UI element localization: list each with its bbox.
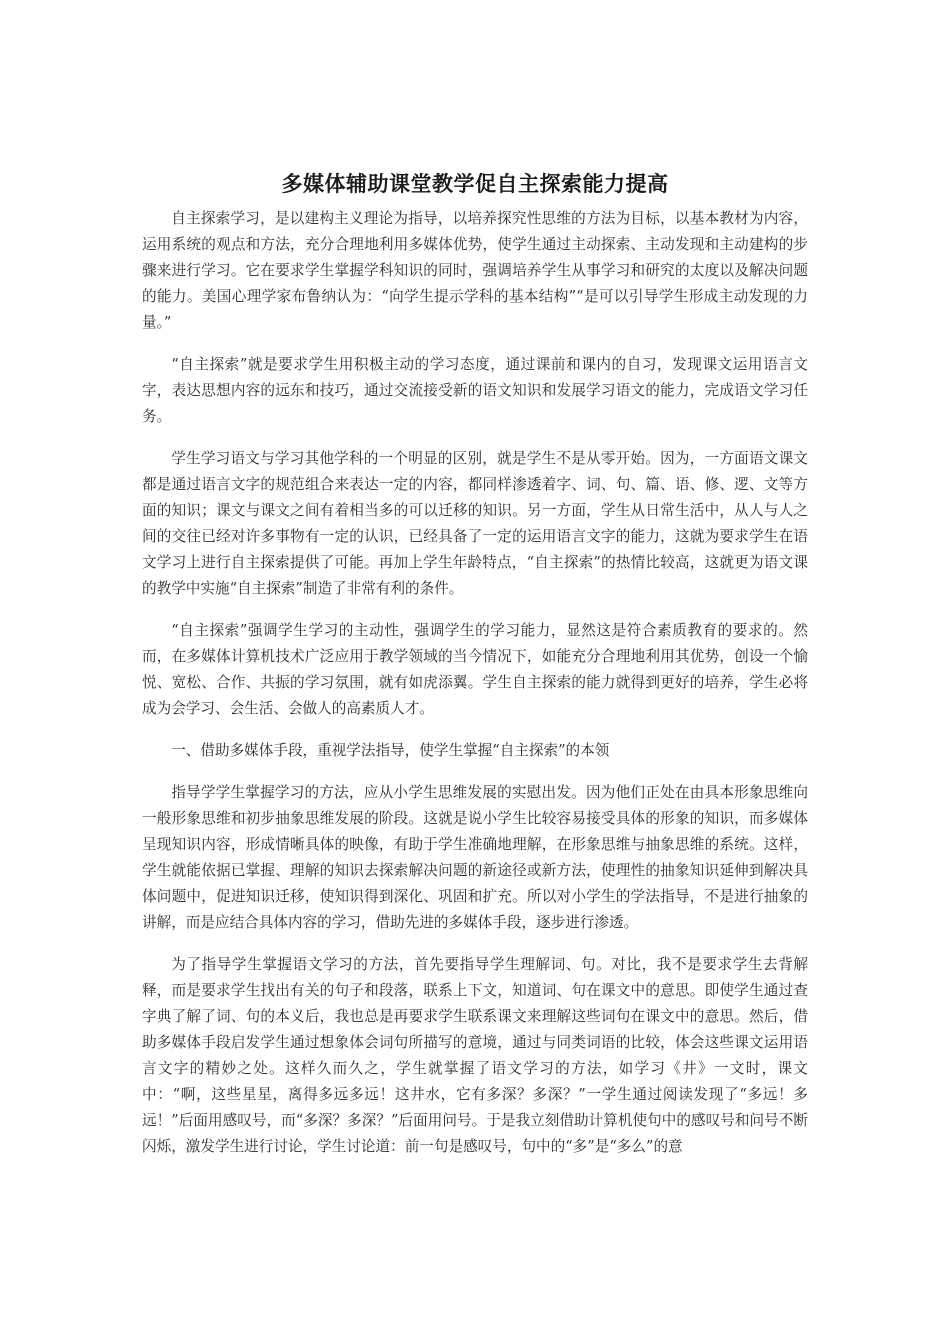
- paragraph-method-guidance: 指导学学生掌握学习的方法，应从小学生思维发展的实慰出发。因为他们正处在由具本形象思维向一般形象思维和初步抽象思维发展的阶段。这就是说小学生比较容易接受具体的形象的知识，而多媒体呈现知识内容，形成情晰具体的映像，有助于学生准确地理解，在形象思维与抽象思维的系统。这样，学生就能依据已掌握、理解的知识去探索解决问题的新途径或新方法，使理性的抽象知识延伸到解决具体问题中，促进知识迁移，使知识得到深化、巩固和扩充。所以对小学生的学法指导，不是进行抽象的讲解，而是应结合具体内容的学习，借助先进的多媒体手段，逐步进行渗透。: [142, 784, 808, 931]
- section-heading-1: 一、借助多媒体手段，重视学法指导，使学生掌握“自主探索”的本领: [171, 742, 610, 759]
- paragraph-definition: “自主探索”就是要求学生用积极主动的学习态度，通过课前和课内的自习，发现课文运用语言文字，表达思想内容的远东和技巧，通过交流接受新的语文知识和发展学习语文的能力，完成语文学习任务。: [142, 356, 808, 425]
- document-title: 多媒体辅助课堂教学促自主探索能力提高: [281, 172, 669, 196]
- paragraph-intro: 自主探索学习，是以建构主义理论为指导，以培养探究性思维的方法为目标，以基本教材为内容，运用系统的观点和方法，充分合理地利用多媒体优势，使学生通过主动探索、主动发现和主动建构的步骤来进行学习。它在要求学生掌握学科知识的同时，强调培养学生从事学习和研究的太度以及解决问题的能力。美国心理学家布鲁纳认为：“向学生提示学科的基本结构”“是可以引导学生形成主动发现的力量。”: [142, 210, 808, 331]
- document-body: [142, 168, 808, 1176]
- paragraph-word-sentence: 为了指导学生掌握语文学习的方法，首先要指导学生理解词、句。对比，我不是要求学生去背解释，而是要求学生找出有关的句子和段落，联系上下文，知道词、句在课文中的意思。即使学生通过查字典了解了词、句的本义后，我也总是再要求学生联系课文来理解这些词句在课文中的意思。然后，借助多媒体手段启发学生通过想象体会词句所描写的意境，通过与同类词语的比较，体会这些课文运用语言文字的精妙之处。这样久而久之，学生就掌握了语文学习的方法，如学习《井》一文时，课文中：“啊，这些星星，离得多远多远！这井水，它有多深？多深？”一学生通过阅读发现了“多远！多远！”后面用感叹号，而“多深？多深？”后面用问号。于是我立刻借助计算机使句中的感叹号和问号不断闪烁，激发学生进行讨论，学生讨论道：前一句是感叹号，句中的“多”是“多么”的意: [142, 956, 808, 1155]
- paragraph-difference: 学生学习语文与学习其他学科的一个明显的区别，就是学生不是从零开始。因为，一方面语文课文都是通过语言文字的规范组合来表达一定的内容，都同样渗透着字、词、句、篇、语、修、逻、文等方面的知识；课文与课文之间有着相当多的可以迁移的知识。另一方面，学生从日常生活中，从人与人之间的交往已经对许多事物有一定的认识，已经具备了一定的运用语言文字的能力，这就为要求学生在语文学习上进行自主探索提供了可能。再加上学生年龄特点，“自主探索”的热情比较高，这就更为语文课的教学中实施“自主探索”制造了非常有利的条件。: [142, 450, 808, 597]
- paragraph-quality-education: “自主探索”强调学生学习的主动性，强调学生的学习能力，显然这是符合素质教育的要求的。然而，在多媒体计算机技术广泛应用于教学领域的当今情况下，如能充分合理地利用其优势，创设一个愉悦、宽松、合作、共振的学习氛围，就有如虎添翼。学生自主探索的能力就得到更好的培养，学生必将成为会学习、会生活、会做人的高素质人才。: [142, 622, 808, 717]
